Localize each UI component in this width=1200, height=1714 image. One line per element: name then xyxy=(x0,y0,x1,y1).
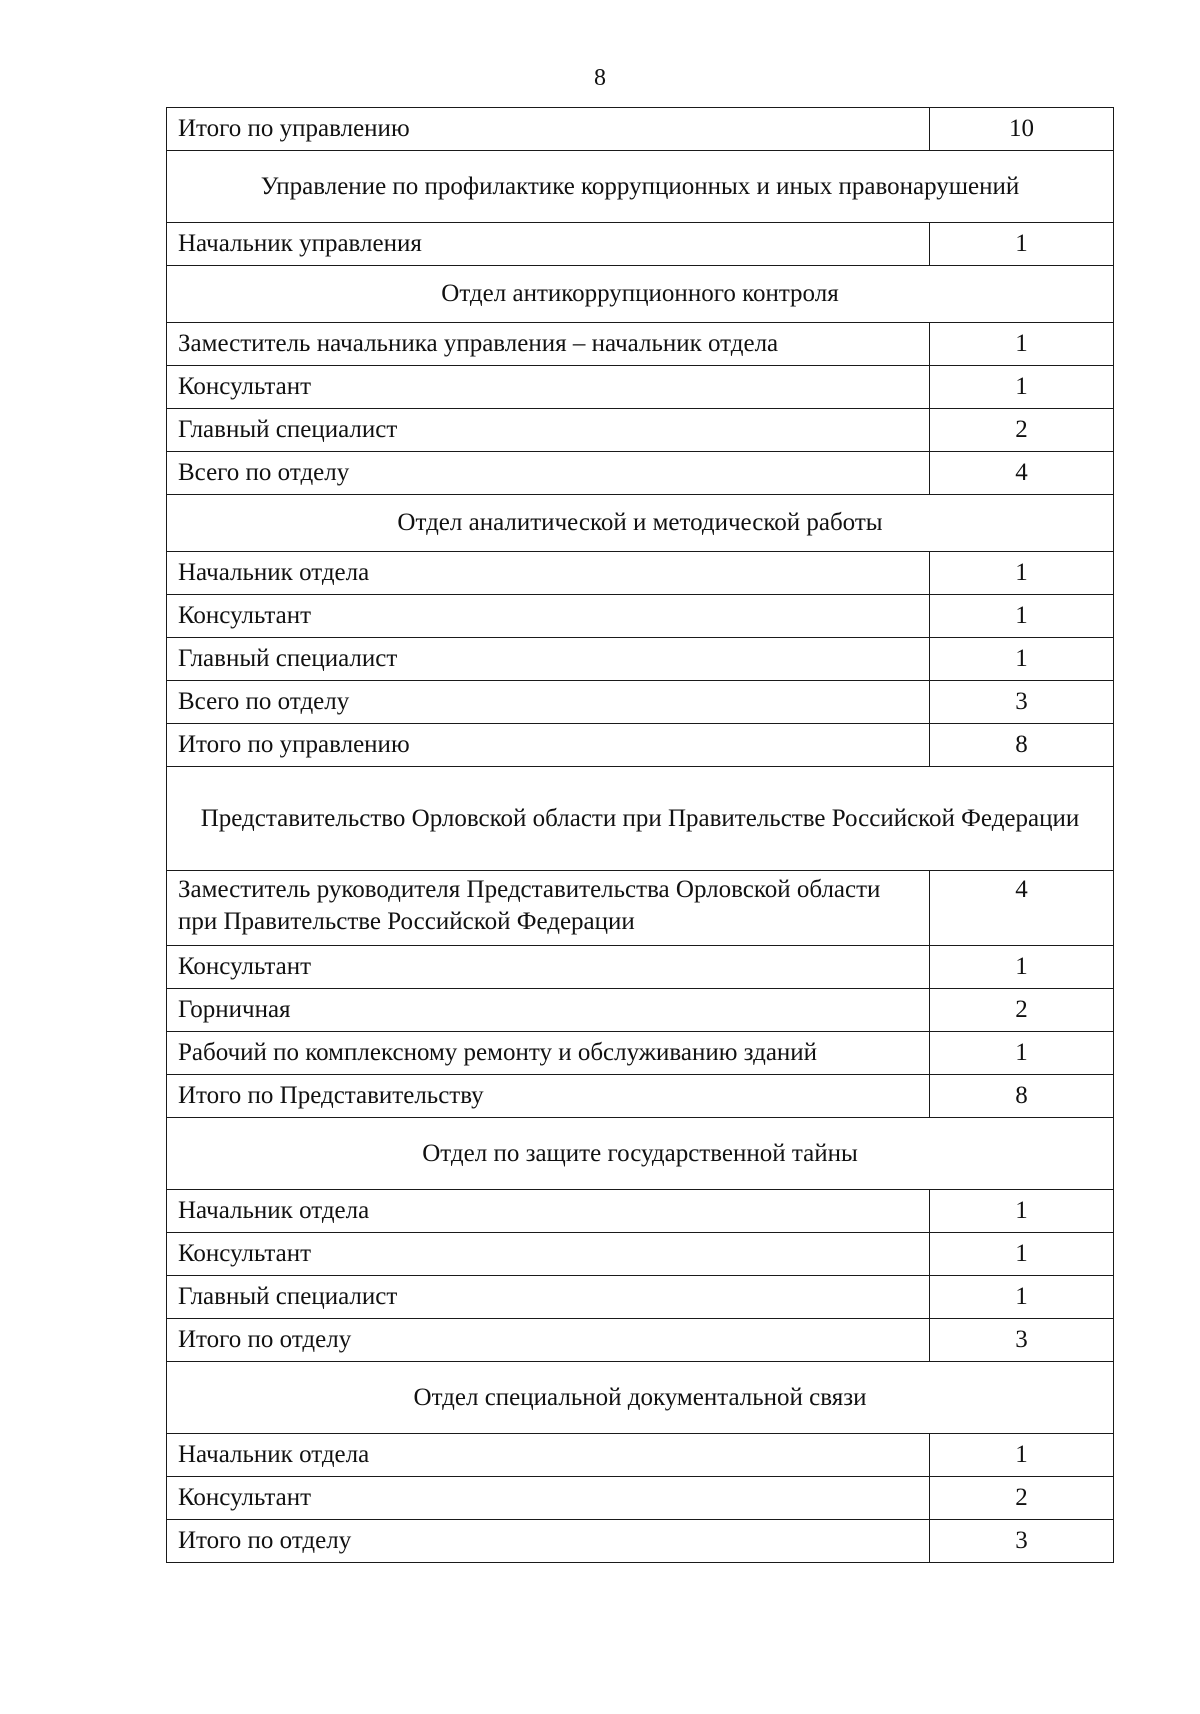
position-count: 3 xyxy=(930,1520,1114,1563)
section-header-row xyxy=(167,767,1114,871)
position-row xyxy=(167,1434,1114,1477)
section-header-title: Отдел специальной документальной связи xyxy=(167,1362,1114,1434)
position-row xyxy=(167,552,1114,595)
position-count: 2 xyxy=(930,1477,1114,1520)
position-title: Консультант xyxy=(167,595,930,638)
position-count: 3 xyxy=(930,681,1114,724)
section-header-row xyxy=(167,1118,1114,1190)
position-row xyxy=(167,1319,1114,1362)
position-count: 1 xyxy=(930,552,1114,595)
position-row xyxy=(167,946,1114,989)
staff-schedule-body xyxy=(167,108,1114,1563)
position-title: Начальник отдела xyxy=(167,552,930,595)
position-title: Итого по отделу xyxy=(167,1520,930,1563)
position-count: 1 xyxy=(930,1434,1114,1477)
section-header-title: Представительство Орловской области при Правительстве Российской Федерации xyxy=(167,767,1114,871)
position-row xyxy=(167,1075,1114,1118)
position-count: 2 xyxy=(930,409,1114,452)
position-count: 1 xyxy=(930,1032,1114,1075)
section-header-title: Управление по профилактике коррупционных и иных правонарушений xyxy=(167,151,1114,223)
position-count: 8 xyxy=(930,1075,1114,1118)
position-count: 4 xyxy=(930,871,1114,946)
position-title: Начальник отдела xyxy=(167,1434,930,1477)
position-row xyxy=(167,323,1114,366)
position-row xyxy=(167,595,1114,638)
position-title: Рабочий по комплексному ремонту и обслуживанию зданий xyxy=(167,1032,930,1075)
section-header-title: Отдел аналитической и методической работы xyxy=(167,495,1114,552)
position-row xyxy=(167,989,1114,1032)
section-header-row xyxy=(167,266,1114,323)
position-title: Консультант xyxy=(167,1477,930,1520)
position-title: Консультант xyxy=(167,366,930,409)
position-count: 10 xyxy=(930,108,1114,151)
position-row xyxy=(167,871,1114,946)
position-count: 1 xyxy=(930,323,1114,366)
position-title: Консультант xyxy=(167,946,930,989)
position-title: Итого по управлению xyxy=(167,108,930,151)
position-count: 1 xyxy=(930,946,1114,989)
position-count: 1 xyxy=(930,1276,1114,1319)
position-title: Заместитель начальника управления – начальник отдела xyxy=(167,323,930,366)
page-number: 8 xyxy=(594,65,606,91)
position-row xyxy=(167,366,1114,409)
position-count: 1 xyxy=(930,1190,1114,1233)
position-count: 1 xyxy=(930,223,1114,266)
position-title: Горничная xyxy=(167,989,930,1032)
position-title: Всего по отделу xyxy=(167,452,930,495)
section-header-title: Отдел антикоррупционного контроля xyxy=(167,266,1114,323)
position-count: 1 xyxy=(930,638,1114,681)
position-count: 2 xyxy=(930,989,1114,1032)
position-title: Итого по управлению xyxy=(167,724,930,767)
position-row xyxy=(167,1190,1114,1233)
position-row xyxy=(167,681,1114,724)
position-title: Заместитель руководителя Представительства Орловской области при Правительстве Российской Федерации xyxy=(167,871,930,946)
position-row xyxy=(167,409,1114,452)
position-title: Главный специалист xyxy=(167,409,930,452)
section-header-row xyxy=(167,151,1114,223)
position-title: Начальник управления xyxy=(167,223,930,266)
position-title: Консультант xyxy=(167,1233,930,1276)
staff-schedule-table xyxy=(166,107,1114,1563)
position-row xyxy=(167,1233,1114,1276)
section-header-title: Отдел по защите государственной тайны xyxy=(167,1118,1114,1190)
position-row xyxy=(167,452,1114,495)
position-title: Начальник отдела xyxy=(167,1190,930,1233)
section-header-row xyxy=(167,495,1114,552)
position-title: Итого по отделу xyxy=(167,1319,930,1362)
position-row xyxy=(167,638,1114,681)
section-header-row xyxy=(167,1362,1114,1434)
position-count: 1 xyxy=(930,1233,1114,1276)
position-row xyxy=(167,1032,1114,1075)
position-row xyxy=(167,1520,1114,1563)
position-row xyxy=(167,108,1114,151)
position-count: 4 xyxy=(930,452,1114,495)
position-title: Главный специалист xyxy=(167,638,930,681)
position-row xyxy=(167,1276,1114,1319)
position-count: 1 xyxy=(930,366,1114,409)
position-count: 1 xyxy=(930,595,1114,638)
position-row xyxy=(167,724,1114,767)
position-count: 3 xyxy=(930,1319,1114,1362)
position-title: Главный специалист xyxy=(167,1276,930,1319)
position-title: Итого по Представительству xyxy=(167,1075,930,1118)
position-row xyxy=(167,1477,1114,1520)
position-title: Всего по отделу xyxy=(167,681,930,724)
position-row xyxy=(167,223,1114,266)
position-count: 8 xyxy=(930,724,1114,767)
